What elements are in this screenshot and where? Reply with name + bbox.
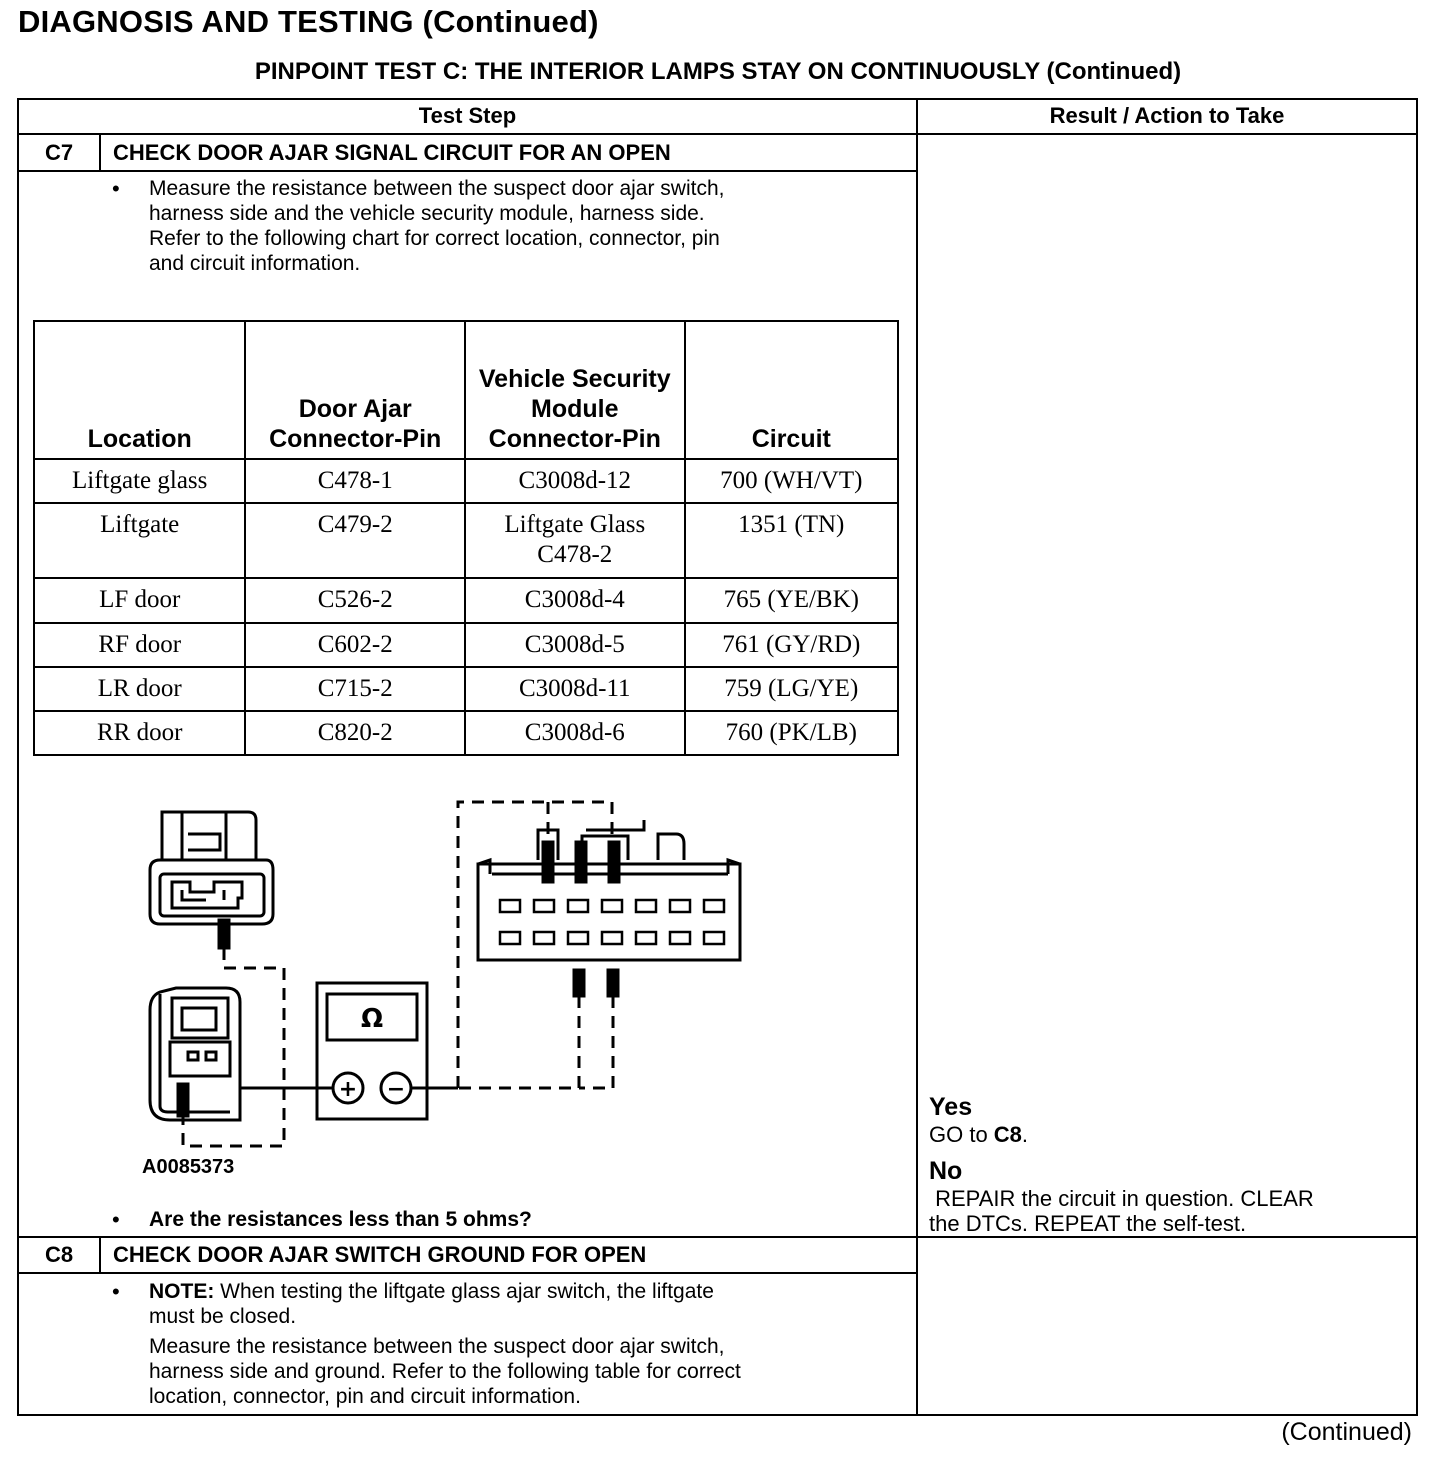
c7-instruction-line: Refer to the following chart for correct location, connector, pin: [149, 227, 720, 250]
cell-location: LF door: [34, 578, 245, 623]
cell-vsm-pin: C3008d-11: [465, 667, 685, 711]
cell-vsm-pin: C3008d-6: [465, 711, 685, 755]
step-title-c8: CHECK DOOR AJAR SWITCH GROUND FOR OPEN: [113, 1242, 647, 1267]
wiring-diagram: [130, 790, 770, 1160]
bullet: •: [112, 176, 120, 201]
cell-location: Liftgate glass: [34, 459, 245, 503]
table-row: [34, 623, 898, 667]
cell-door-ajar-pin: C479-2: [245, 503, 465, 578]
continued-label: (Continued): [1281, 1418, 1412, 1446]
cell-door-ajar-pin: C715-2: [245, 667, 465, 711]
cell-circuit: 760 (PK/LB): [685, 711, 898, 755]
result-no-line: REPAIR the circuit in question. CLEAR: [929, 1186, 1314, 1211]
cell-vsm-pin: Liftgate Glass C478-2: [465, 503, 685, 578]
cell-circuit: 765 (YE/BK): [685, 578, 898, 623]
minus-terminal: −: [386, 1077, 406, 1102]
c8-instruction-line: Measure the resistance between the suspect door ajar switch,: [149, 1335, 725, 1358]
pinpoint-test-title: PINPOINT TEST C: THE INTERIOR LAMPS STAY ON CONTINUOUSLY (Continued): [254, 58, 1182, 85]
col-header-door-ajar-pin: Door Ajar Connector-Pin: [245, 321, 465, 459]
c7-instruction-line: and circuit information.: [149, 252, 361, 275]
cell-door-ajar-pin: C820-2: [245, 711, 465, 755]
c8-instruction-line: harness side and ground. Refer to the following table for correct: [149, 1360, 741, 1383]
door-ajar-connector-icon: [150, 812, 273, 948]
table-row: [34, 578, 898, 623]
harness-connector-icon: [150, 988, 240, 1120]
col-header-vsm-pin: Vehicle Security Module Connector-Pin: [465, 321, 685, 459]
plus-terminal: +: [338, 1077, 358, 1102]
bullet: •: [112, 1279, 120, 1304]
result-yes-suffix: .: [1021, 1122, 1029, 1147]
cell-circuit: 700 (WH/VT): [685, 459, 898, 503]
bullet: •: [112, 1207, 120, 1232]
cell-circuit: 1351 (TN): [685, 503, 898, 578]
vehicle-security-module-connector-icon: [478, 820, 740, 996]
cell-location: RF door: [34, 623, 245, 667]
result-yes-label: Yes: [929, 1093, 973, 1121]
c7-question: Are the resistances less than 5 ohms?: [149, 1208, 532, 1231]
table-row: [34, 667, 898, 711]
cell-door-ajar-pin: C602-2: [245, 623, 465, 667]
col-header-circuit: Circuit: [685, 321, 898, 459]
header-result: Result / Action to Take: [1049, 103, 1285, 128]
cell-vsm-pin: C3008d-12: [465, 459, 685, 503]
c8-note: [149, 1279, 741, 1409]
cell-vsm-pin: C3008d-5: [465, 623, 685, 667]
note-text-line2: must be closed.: [149, 1305, 297, 1328]
cell-location: Liftgate: [34, 503, 245, 578]
table-row: [34, 459, 898, 503]
table-row: [34, 503, 898, 578]
note-text: When testing the liftgate glass ajar switch, the liftgate: [214, 1280, 714, 1303]
result-no-label: No: [929, 1157, 963, 1185]
c7-results: [929, 1093, 1409, 1236]
step-id-c7: C7: [44, 140, 74, 165]
table-header-row: [34, 321, 898, 459]
result-yes-step-link: C8: [993, 1122, 1022, 1147]
result-yes-prefix: GO to: [929, 1122, 994, 1147]
cell-location: LR door: [34, 667, 245, 711]
note-label: NOTE:: [149, 1280, 215, 1303]
cell-door-ajar-pin: C526-2: [245, 578, 465, 623]
figure-id: A0085373: [142, 1156, 235, 1178]
result-no-line: the DTCs. REPEAT the self-test.: [929, 1211, 1247, 1236]
c8-instruction-line: location, connector, pin and circuit information.: [149, 1385, 581, 1408]
header-test-step: Test Step: [418, 103, 517, 128]
connector-pin-table: [33, 320, 899, 756]
cell-circuit: 759 (LG/YE): [685, 667, 898, 711]
col-header-location: Location: [34, 321, 245, 459]
result-yes-text: [929, 1122, 1409, 1147]
page-title: DIAGNOSIS AND TESTING (Continued): [18, 4, 599, 39]
cell-circuit: 761 (GY/RD): [685, 623, 898, 667]
c7-instruction: [149, 176, 724, 276]
c7-instruction-line: harness side and the vehicle security module, harness side.: [149, 202, 705, 225]
ohm-symbol: Ω: [360, 1004, 384, 1034]
step-title-c7: CHECK DOOR AJAR SIGNAL CIRCUIT FOR AN OPEN: [113, 140, 671, 165]
table-row: [34, 711, 898, 755]
cell-location: RR door: [34, 711, 245, 755]
cell-door-ajar-pin: C478-1: [245, 459, 465, 503]
step-id-c8: C8: [44, 1242, 74, 1267]
cell-vsm-pin: C3008d-4: [465, 578, 685, 623]
c7-instruction-line: Measure the resistance between the suspect door ajar switch,: [149, 177, 725, 200]
